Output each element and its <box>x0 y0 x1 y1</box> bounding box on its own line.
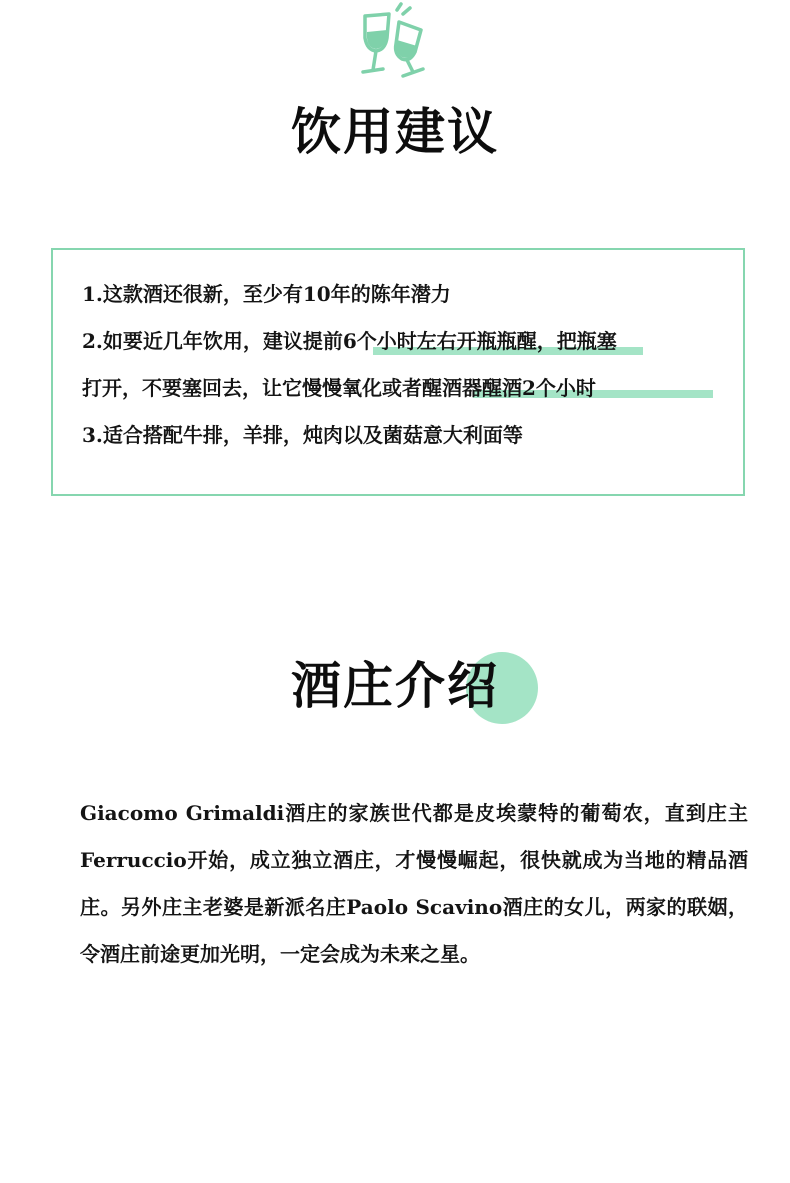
tip-line: 3.适合搭配牛排，羊排，炖肉以及菌菇意大利面等 <box>82 423 523 447</box>
tip-line: 打开，不要塞回去，让它慢慢氧化或者醒酒器醒酒2个小时 <box>82 376 596 400</box>
tip-line: 2.如要近几年饮用，建议提前6个小时左右开瓶瓶醒，把瓶塞 <box>82 329 617 353</box>
tip-line: 1.这款酒还很新，至少有10年的陈年潜力 <box>82 282 451 306</box>
winery-section-title: 酒庄介绍 <box>291 657 499 715</box>
winery-intro-paragraph: Giacomo Grimaldi酒庄的家族世代都是皮埃蒙特的葡萄农，直到庄主Ferruccio开始，成立独立酒庄，才慢慢崛起，很快就成为当地的精品酒庄。另外庄主老婆是新派名庄Paolo Scavino酒庄的女儿，两家的联姻，令酒庄前途更加光明，一定会成为未来之星。 <box>80 801 748 966</box>
drinking-tips-box <box>51 248 745 496</box>
drinking-section-title: 饮用建议 <box>291 103 499 161</box>
wine-glasses-cheers-icon <box>355 2 439 80</box>
